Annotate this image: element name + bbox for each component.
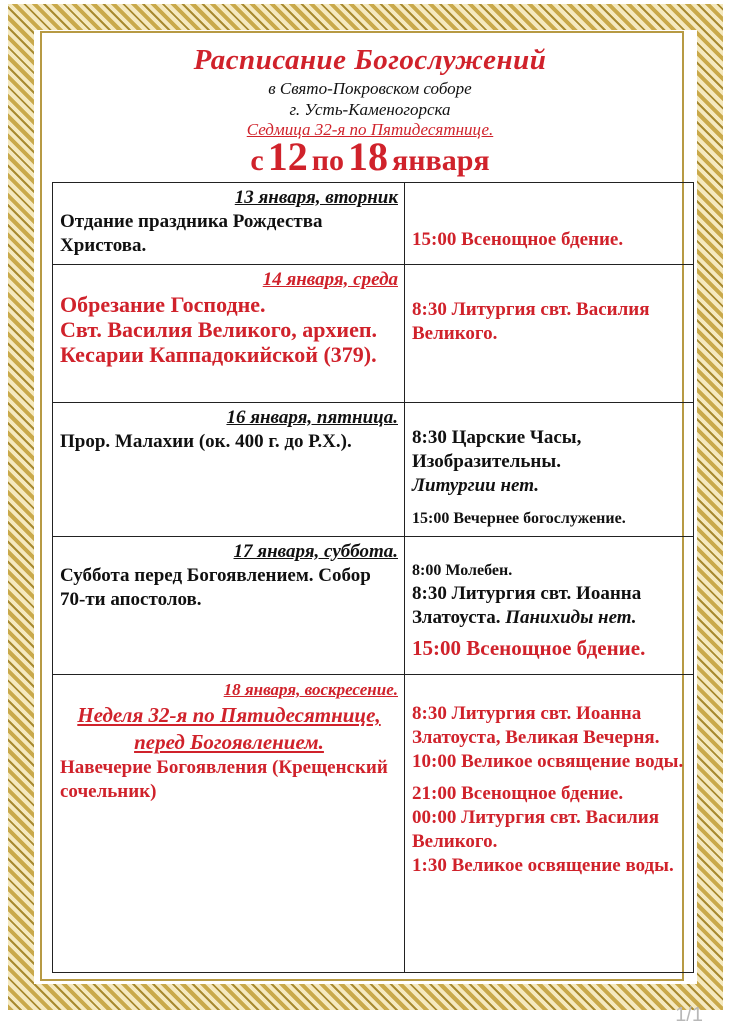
service-item: 8:30 Литургия свт. Иоанна Златоуста. <box>412 583 642 628</box>
day-description: Навечерие Богоявления (Крещенский сочельник) <box>60 757 388 802</box>
cathedral-name: в Свято-Покровском соборе <box>268 79 472 98</box>
service-item: 8:30 Литургия свт. Иоанна Златоуста, Великая Вечерня. <box>412 703 660 748</box>
services-cell <box>405 403 694 537</box>
table-row <box>53 537 694 675</box>
table-row <box>53 183 694 265</box>
service-line <box>412 582 687 630</box>
services-cell <box>405 537 694 675</box>
day-description: Прор. Малахии (ок. 400 г. до Р.Х.). <box>60 431 352 452</box>
services-cell <box>405 183 694 265</box>
table-row <box>53 675 694 973</box>
service-item: 8:00 Молебен. <box>412 562 513 579</box>
service-note: Литургии нет. <box>412 475 539 496</box>
service-item: 10:00 Великое освящение воды. <box>412 751 684 772</box>
day-date: 14 января, среда <box>262 269 398 290</box>
service-item: 21:00 Всенощное бдение. <box>412 783 624 804</box>
from-word: с <box>250 144 264 177</box>
header <box>50 42 690 185</box>
day-cell <box>53 537 405 675</box>
day-cell <box>53 403 405 537</box>
city-name: г. Усть-Каменогорска <box>289 100 451 119</box>
day-cell <box>53 183 405 265</box>
schedule-table <box>52 182 694 973</box>
service-item: 15:00 Всенощное бдение. <box>412 636 646 660</box>
table-row <box>53 265 694 403</box>
services-cell <box>405 675 694 973</box>
service-note: Панихиды нет. <box>505 607 637 628</box>
service-item: 00:00 Литургия свт. Василия Великого. <box>412 807 659 852</box>
to-num: 18 <box>347 134 388 179</box>
table-row <box>53 403 694 537</box>
day-date: 13 января, вторник <box>234 187 398 208</box>
day-date: 18 января, воскресение. <box>223 680 398 699</box>
day-description: Отдание праздника Рождества Христова. <box>60 211 323 256</box>
service-item: 1:30 Великое освящение воды. <box>412 855 674 876</box>
week-name: Седмица 32-я по Пятидесятнице. <box>246 120 494 139</box>
month: января <box>391 144 490 177</box>
services-cell <box>405 265 694 403</box>
service-item: 15:00 Вечернее богослужение. <box>412 510 626 527</box>
page-number: 1/1 <box>675 1004 703 1026</box>
feast-name: Обрезание Господне. <box>60 292 266 317</box>
feast-name: Неделя 32-я по Пятидесятнице, перед Богоявлением. <box>77 703 381 754</box>
day-description: Суббота перед Богоявлением. Собор 70-ти апостолов. <box>60 565 371 610</box>
from-num: 12 <box>267 134 308 179</box>
day-date: 17 января, суббота. <box>233 541 398 562</box>
service-item: 8:30 Литургия свт. Василия Великого. <box>412 299 650 344</box>
day-date: 16 января, пятница. <box>226 407 398 428</box>
date-range <box>50 134 690 185</box>
page-title: Расписание Богослужений <box>193 44 547 76</box>
day-cell <box>53 675 405 973</box>
to-word: по <box>311 144 344 177</box>
day-cell <box>53 265 405 403</box>
service-item: 8:30 Царские Часы, Изобразительны. <box>412 427 582 472</box>
service-item: 15:00 Всенощное бдение. <box>412 229 624 250</box>
saint-name: Свт. Василия Великого, архиеп. Кесарии Каппадокийской (379). <box>60 317 378 367</box>
